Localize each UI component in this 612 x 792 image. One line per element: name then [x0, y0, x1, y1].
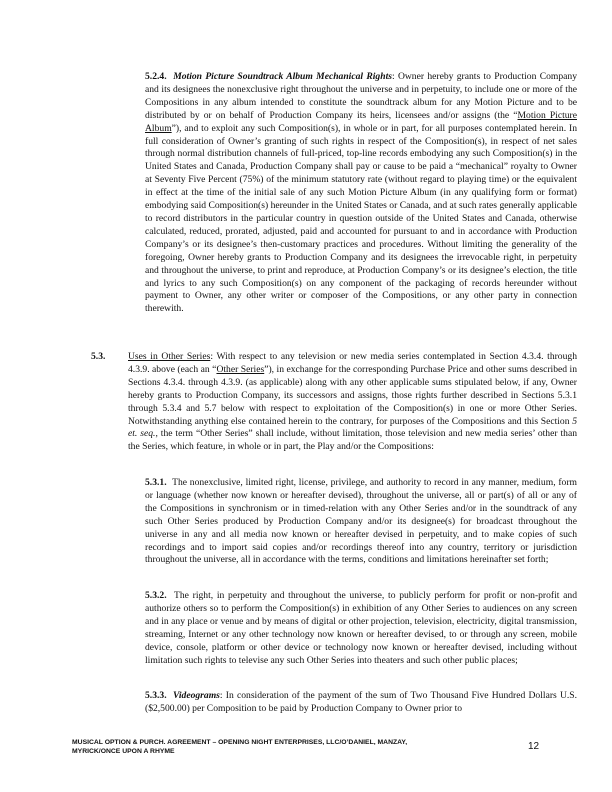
defined-term: Motion Picture Album [145, 109, 577, 134]
footer-line-1: MUSICAL OPTION & PURCH. AGREEMENT – OPENING NIGHT ENTERPRISES, LLC/O’DANIEL, MANZAY, [72, 739, 408, 746]
section-5-3-2 [145, 590, 577, 667]
section-5-2-4-paragraph [145, 71, 577, 316]
section-text: : With respect to any television or new media series contemplated in Section 4.3.4. through 4.3.9. above (each an “ [128, 351, 577, 375]
section-text: ”), and to exploit any such Composition(s), in whole or in part, for all purposes contemplated herein. In full consideration of Owner’s granting of such rights in respect of the Composition(s), in respect of net sales through normal distribution channels of full-priced, top-line records embodying any such Composition(s) in the United States and Canada, Production Company shall pay or cause to be paid a “mechanical” royalty to Owner at Seventy Five Percent (75%) of the minimum statutory rate (without regard to playing time) or the equivalent in effect at the time of the initial sale of any such Motion Picture Album (in any qualifying form or format) embodying said Composition(s) hereunder in the United States or Canada, and at such rates generally applicable to record distributors in the particular country in question outside of the United States and Canada, otherwise calculated, reduced, prorated, adjusted, paid and accounted for pursuant to and in accordance with Production Company’s or its designee’s then-customary practices and procedures. Without limiting the generality of the foregoing, Owner hereby grants to Production Company and its designees the irrevocable right, in perpetuity and throughout the universe, to print and reproduce, at Production Company’s or its designee’s election, the title and lyrics to any such Composition(s) on any component of the packaging of records hereunder without payment to Owner, any other writer or composer of the Compositions, or any other party in connection therewith. [145, 122, 577, 315]
section-reference: 5 et. seq. [128, 415, 577, 440]
section-number: 5.3.3. [145, 690, 167, 701]
section-5-2-4 [145, 71, 577, 316]
section-text: : Owner hereby grants to Production Company and its designees the nonexclusive right throughout the universe and in perpetuity, to include one or more of the Compositions in any album intended to constitute the soundtrack album for any Motion Picture and to be distributed by or on behalf of Production Company its heirs, licensees and/or assigns (the “ [145, 71, 577, 121]
section-text: : In consideration of the payment of the sum of Two Thousand Five Hundred Dollars U.S.($2,500.00) per Composition to be paid by Production Company to Owner prior to [145, 690, 578, 714]
section-title: Motion Picture Soundtrack Album Mechanical Rights [173, 71, 392, 82]
section-text: ”), in exchange for the corresponding Purchase Price and other sums described in Sections 4.3.4. through 4.3.9. (as applicable) along with any other applicable sums stipulated below, if any, Owner hereby grants to Production Company, its successors and assigns, those rights further described in Sections 5.3.1 through 5.3.4 and 5.7 below with respect to exploitation of the Composition(s) in one or more Other Series. Notwithstanding anything else contained herein to the contrary, for purposes of the Compositions and this Section [128, 363, 577, 427]
page-footer [72, 738, 492, 756]
section-text: The right, in perpetuity and throughout the universe, to publicly perform for profit or non-profit and authorize others so to perform the Composition(s) in exhibition of any Other Series to audiences on any screen and in any place or venue and by means of digital or other projection, television, electricity, digital transmission, streaming, Internet or any other technology now known or hereafter devised, to or through any screen, mobile device, console, platform or other device or technology now known or hereafter devised, including without limitation such rights to televise any such Other Series into theaters and such other public places; [145, 590, 578, 666]
section-number: 5.3.1. [145, 477, 167, 488]
section-5-3-3 [145, 690, 577, 716]
section-text: The nonexclusive, limited right, license, privilege, and authority to record in any manner, medium, form or language (whether now known or hereafter devised), throughout the universe, all or part(s) of all or any of the Compositions in synchronism or in timed-relation with any Other Series and/or in the soundtrack of any such Other Series produced by Production Company and/or its designee(s) for broadcast throughout the universe in any and all media now known or hereafter devised in perpetuity, and to make copies of such recordings and to import said copies and/or recordings thereof into any country, territory or jurisdiction throughout the universe, all in accordance with the terms, conditions and limitations hereinafter set forth; [145, 477, 577, 566]
section-5-3-2-paragraph [145, 590, 577, 667]
page-number: 12 [528, 741, 540, 752]
section-title: Uses in Other Series [128, 351, 211, 362]
section-text: , the term “Other Series” shall include, without limitation, those television and new media series’ other than the Series, which feature, in whole or in part, the Play and/or the Compositions: [128, 428, 577, 453]
section-5-3-1-paragraph [145, 477, 577, 567]
section-number: 5.3.2. [145, 590, 167, 601]
section-number: 5.3. [91, 351, 106, 362]
section-5-3-1 [145, 477, 577, 567]
footer-line-2: MYRICK/ONCE UPON A RHYME [72, 748, 175, 755]
defined-term: Other Series [216, 363, 265, 375]
section-title: Videograms [173, 690, 220, 701]
section-5-3 [128, 351, 577, 454]
section-5-3-paragraph [128, 351, 577, 454]
section-5-3-3-paragraph [145, 690, 577, 716]
section-number: 5.2.4. [145, 71, 167, 82]
